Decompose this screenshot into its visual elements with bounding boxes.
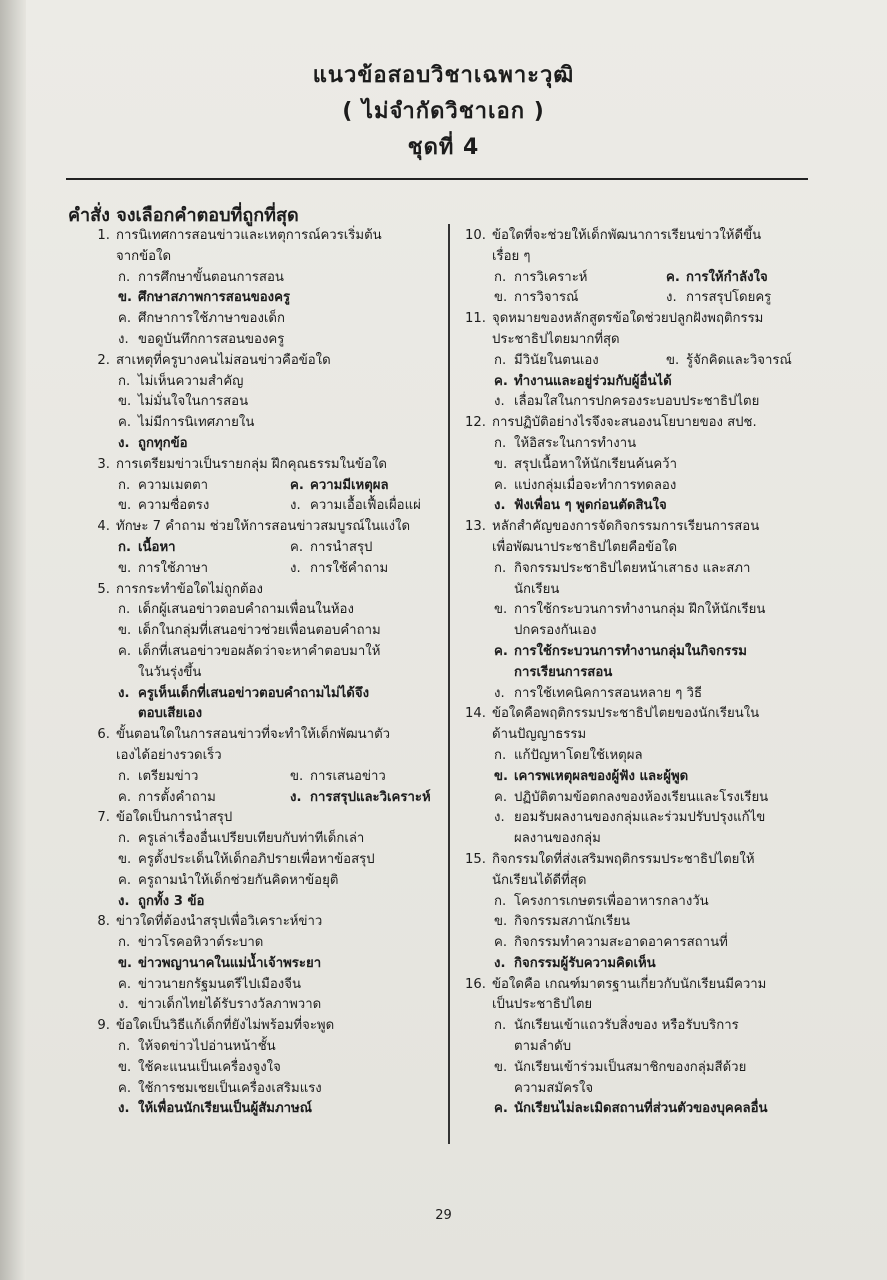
- option-letter: ก.: [494, 560, 507, 576]
- option: [458, 746, 813, 767]
- option: [458, 434, 813, 455]
- option-letter: ก.: [118, 373, 131, 389]
- option: [82, 871, 442, 892]
- question-number: 6.: [97, 727, 110, 743]
- binding-shadow: [0, 0, 26, 1280]
- question-number: 4.: [97, 519, 110, 535]
- option-text: ความมีเหตุผล: [310, 477, 389, 493]
- option: [458, 808, 813, 850]
- option-text: รู้จักคิดและวิจารณ์: [686, 352, 792, 368]
- option-text: การเรียนการสอน: [514, 664, 613, 680]
- option: [494, 351, 666, 372]
- option-text: การนำสรุป: [310, 539, 373, 555]
- question-block: [458, 309, 813, 413]
- question-stem: [82, 580, 442, 601]
- question-block: [82, 808, 442, 912]
- option-letter: ค.: [118, 643, 132, 659]
- question-number: 7.: [97, 810, 110, 826]
- option-text: ในวันรุ่งขึ้น: [138, 664, 202, 680]
- option-answer: [290, 788, 431, 809]
- question-block: [82, 226, 442, 351]
- question-text-line: ข้อใดคือพฤติกรรมประชาธิปไตยของนักเรียนใน: [492, 706, 760, 722]
- option: [666, 351, 792, 372]
- option-letter: ง.: [494, 685, 505, 701]
- option-letter: ก.: [118, 477, 131, 493]
- question-block: [82, 580, 442, 726]
- question-block: [82, 725, 442, 808]
- option-text: ตอบเสียเอง: [138, 706, 203, 722]
- option-letter: ค.: [290, 539, 304, 555]
- option-letter: ข.: [494, 1059, 508, 1075]
- option: [82, 1058, 442, 1079]
- question-block: [458, 226, 813, 309]
- question-number: 9.: [97, 1018, 110, 1034]
- option-row: [458, 288, 813, 309]
- option-text: ตามลำดับ: [514, 1039, 572, 1055]
- option: [82, 268, 442, 289]
- option-text: สรุปเนื้อหาให้นักเรียนค้นคว้า: [514, 456, 677, 472]
- question-block: [82, 351, 442, 455]
- option-letter: ข.: [290, 768, 304, 784]
- question-block: [458, 413, 813, 517]
- option: [82, 995, 442, 1016]
- option-text: แก้ปัญหาโดยใช้เหตุผล: [514, 747, 643, 763]
- option-row: [82, 496, 442, 517]
- option-text: นักเรียนเข้าแถวรับสิ่งของ หรือรับบริการ: [514, 1018, 739, 1034]
- question-text-line: เรื่อย ๆ: [492, 248, 531, 264]
- option-letter: ค.: [118, 789, 132, 805]
- option: [82, 392, 442, 413]
- option-answer: [458, 372, 813, 393]
- option-text: กิจกรรมประชาธิปไตยหน้าเสาธง และสภา: [514, 560, 751, 576]
- option-text: การวิเคราะห์: [514, 269, 588, 285]
- option-letter: ข.: [494, 290, 508, 306]
- option-letter: ข.: [118, 560, 132, 576]
- option: [458, 1058, 813, 1100]
- option-letter: ก.: [494, 747, 507, 763]
- option-letter: ข.: [118, 394, 132, 410]
- option-answer: [82, 954, 442, 975]
- option: [290, 538, 372, 559]
- option-answer: [458, 496, 813, 517]
- option: [458, 892, 813, 913]
- option: [82, 372, 442, 393]
- option-text: ข่าวโรคอหิวาต์ระบาด: [138, 935, 264, 951]
- option-letter: ก.: [118, 935, 131, 951]
- question-text-line: เป็นประชาธิปไตย: [492, 997, 593, 1013]
- option-row: [82, 788, 442, 809]
- option-text: ข่าวพญานาคในแม่น้ำเจ้าพระยา: [138, 955, 322, 971]
- option-letter: ค.: [118, 311, 132, 327]
- question-text-line: นักเรียนได้ดีที่สุด: [492, 872, 587, 888]
- question-text-line: ข้อใดที่จะช่วยให้เด็กพัฒนาการเรียนข่าวให้ดีขึ้น: [492, 228, 762, 243]
- option: [82, 413, 442, 434]
- question-number: 10.: [465, 228, 486, 243]
- option: [458, 933, 813, 954]
- option-text: นักเรียนไม่ละเมิดสถานที่ส่วนตัวของบุคคลอื่น: [514, 1101, 768, 1117]
- option-row: [82, 559, 442, 580]
- option: [458, 788, 813, 809]
- option-letter: ง.: [118, 435, 130, 451]
- option-text: กิจกรรมผู้รับความคิดเห็น: [514, 955, 656, 971]
- question-number: 3.: [97, 456, 110, 472]
- option-text: ยอมรับผลงานของกลุ่มและร่วมปรับปรุงแก้ไข: [514, 810, 766, 826]
- option-text: โครงการเกษตรเพื่ออาหารกลางวัน: [514, 893, 709, 909]
- option-text: การใช้กระบวนการทำงานกลุ่ม ฝึกให้นักเรียน: [514, 602, 766, 618]
- question-block: [82, 455, 442, 517]
- option-row: [82, 538, 442, 559]
- option-letter: ก.: [118, 831, 131, 847]
- option-text: แบ่งกลุ่มเมื่อจะทำการทดลอง: [514, 477, 677, 493]
- question-stem: [82, 455, 442, 476]
- option-text: การวิจารณ์: [514, 290, 579, 306]
- question-stem: [458, 850, 813, 892]
- question-stem: [458, 226, 813, 268]
- question-text-line: ขั้นตอนใดในการสอนข่าวที่จะทำให้เด็กพัฒนาตัว: [116, 727, 391, 743]
- option-letter: ง.: [290, 498, 301, 514]
- option-letter: ก.: [118, 768, 131, 784]
- option: [458, 392, 813, 413]
- option-text: นักเรียนเข้าร่วมเป็นสมาชิกของกลุ่มสีด้วย: [514, 1059, 747, 1075]
- question-number: 15.: [465, 851, 486, 867]
- option-text: ใช้การชมเชยเป็นเครื่องเสริมแรง: [138, 1080, 322, 1096]
- option-text: ผลงานของกลุ่ม: [514, 831, 601, 847]
- option-text: การเสนอข่าว: [310, 768, 386, 784]
- option-text: ขอดูบันทึกการสอนของครู: [138, 331, 285, 347]
- option: [290, 559, 388, 580]
- question-number: 14.: [465, 706, 486, 722]
- option-text: การใช้เทคนิคการสอนหลาย ๆ วิธี: [514, 685, 703, 701]
- option-letter: ง.: [290, 789, 302, 805]
- option-answer: [82, 684, 442, 726]
- option-letter: ง.: [666, 290, 677, 306]
- question-text-line: จากข้อใด: [116, 248, 172, 264]
- question-text-line: สาเหตุที่ครูบางคนไม่สอนข่าวคือข้อใด: [116, 352, 331, 368]
- option-letter: ก.: [494, 893, 507, 909]
- question-stem: [82, 517, 442, 538]
- option-text: ให้จดข่าวไปอ่านหน้าชั้น: [138, 1039, 276, 1055]
- option-letter: ง.: [494, 394, 505, 410]
- option: [82, 829, 442, 850]
- option-text: ให้อิสระในการทำงาน: [514, 435, 637, 451]
- question-text-line: การเตรียมข่าวเป็นรายกลุ่ม ฝึกคุณธรรมในข้อใด: [116, 456, 388, 472]
- option: [82, 850, 442, 871]
- option-letter: ง.: [494, 955, 506, 971]
- option-letter: ก.: [494, 269, 507, 285]
- option-text: การให้กำลังใจ: [686, 269, 768, 285]
- page-subtitle: ( ไม่จำกัดวิชาเอก ): [342, 99, 545, 124]
- option-letter: ง.: [290, 560, 301, 576]
- option-letter: ง.: [118, 997, 129, 1013]
- question-stem: [458, 413, 813, 434]
- option-row: [458, 351, 813, 372]
- option-answer: [82, 288, 442, 309]
- option-text: ครูเห็นเด็กที่เสนอข่าวตอบคำถามไม่ได้จึง: [138, 685, 370, 701]
- page-number: 29: [435, 1208, 452, 1223]
- question-text-line: ประชาธิปไตยมากที่สุด: [492, 331, 620, 347]
- option-text: นักเรียน: [514, 581, 560, 597]
- question-text-line: การกระทำข้อใดไม่ถูกต้อง: [116, 581, 263, 597]
- option: [118, 476, 290, 497]
- option: [290, 496, 421, 517]
- option-text: ไม่มั่นใจในการสอน: [138, 394, 249, 410]
- question-block: [458, 517, 813, 704]
- question-text-line: ข้อใดเป็นการนำสรุป: [116, 810, 233, 826]
- option-text: กิจกรรมสภานักเรียน: [514, 914, 631, 930]
- question-stem: [458, 975, 813, 1017]
- option-letter: ข.: [118, 1059, 132, 1075]
- question-text-line: เองได้อย่างรวดเร็ว: [116, 747, 222, 763]
- option: [82, 330, 442, 351]
- option-letter: ค.: [666, 269, 680, 285]
- question-number: 12.: [465, 415, 486, 431]
- option: [458, 600, 813, 642]
- option-text: การสรุปและวิเคราะห์: [310, 789, 431, 805]
- option-text: ฟังเพื่อน ๆ พูดก่อนตัดสินใจ: [514, 498, 667, 514]
- option-letter: ข.: [118, 851, 132, 867]
- question-text-line: ข้อใดคือ เกณฑ์มาตรฐานเกี่ยวกับนักเรียนมีความ: [492, 976, 767, 992]
- option-letter: ค.: [118, 1080, 132, 1096]
- question-stem: [458, 309, 813, 351]
- set-number: ชุดที่ 4: [407, 135, 480, 160]
- option-letter: ค.: [118, 872, 132, 888]
- option-letter: ข.: [666, 352, 680, 368]
- question-text-line: การนิเทศการสอนข่าวและเหตุการณ์ควรเริ่มต้น: [116, 228, 382, 243]
- option: [82, 309, 442, 330]
- left-column: [82, 226, 442, 1120]
- option-letter: ง.: [118, 331, 129, 347]
- question-stem: [82, 725, 442, 767]
- option-letter: ค.: [290, 477, 304, 493]
- option: [666, 288, 771, 309]
- option-text: ไม่เห็นความสำคัญ: [138, 373, 244, 389]
- question-stem: [82, 808, 442, 829]
- option-answer: [458, 767, 813, 788]
- option: [458, 912, 813, 933]
- option-text: ข่าวเด็กไทยได้รับรางวัลภาพวาด: [138, 997, 322, 1013]
- question-text-line: ข่าวใดที่ต้องนำสรุปเพื่อวิเคราะห์ข่าว: [116, 914, 323, 930]
- option-letter: ข.: [118, 955, 133, 971]
- option-text: ความซื่อตรง: [138, 498, 210, 514]
- question-stem: [82, 1016, 442, 1037]
- option-letter: ง.: [494, 498, 506, 514]
- option: [118, 767, 290, 788]
- option-letter: ก.: [494, 435, 507, 451]
- question-block: [458, 704, 813, 850]
- question-number: 16.: [465, 976, 486, 992]
- option: [458, 476, 813, 497]
- question-stem: [82, 351, 442, 372]
- page-header: [0, 58, 887, 166]
- option-letter: ข.: [494, 768, 509, 784]
- option: [458, 559, 813, 601]
- option-letter: ก.: [118, 1039, 131, 1055]
- column-divider: [448, 224, 450, 1144]
- question-block: [82, 517, 442, 579]
- question-text-line: ข้อใดเป็นวิธีแก้เด็กที่ยังไม่พร้อมที่จะพูด: [116, 1018, 335, 1034]
- option: [82, 642, 442, 684]
- question-stem: [82, 912, 442, 933]
- question-number: 1.: [97, 228, 110, 243]
- option: [82, 933, 442, 954]
- option-answer: [118, 538, 290, 559]
- option: [118, 788, 290, 809]
- option-letter: ค.: [494, 1101, 508, 1117]
- question-number: 11.: [465, 311, 486, 327]
- option-text: การสรุปโดยครู: [686, 290, 772, 306]
- question-number: 2.: [97, 352, 110, 368]
- option-text: ความเอื้อเฟื้อเผื่อแผ่: [310, 498, 421, 514]
- option-letter: ค.: [118, 976, 132, 992]
- option: [494, 288, 666, 309]
- option-letter: ง.: [118, 893, 130, 909]
- option-text: ครูตั้งประเด็นให้เด็กอภิปรายเพื่อหาข้อสรุป: [138, 851, 375, 867]
- option-text: การใช้ภาษา: [138, 560, 209, 576]
- option-letter: ค.: [494, 373, 508, 389]
- option-text: การใช้คำถาม: [310, 560, 389, 576]
- instruction: คำสั่ง จงเลือกคำตอบที่ถูกที่สุด: [68, 205, 299, 226]
- option-letter: ง.: [494, 810, 505, 826]
- option-text: การตั้งคำถาม: [138, 789, 216, 805]
- question-stem: [458, 704, 813, 746]
- option: [82, 1037, 442, 1058]
- option-text: ถูกทั้ง 3 ข้อ: [138, 893, 205, 909]
- question-text-line: จุดหมายของหลักสูตรข้อใดช่วยปลูกฝังพฤติกรรม: [492, 311, 764, 327]
- option: [118, 559, 290, 580]
- option-text: เตรียมข่าว: [138, 768, 199, 784]
- option: [458, 455, 813, 476]
- option: [494, 268, 666, 289]
- option-text: ให้เพื่อนนักเรียนเป็นผู้สัมภาษณ์: [138, 1101, 312, 1117]
- option-letter: ค.: [494, 477, 508, 493]
- right-column: [458, 226, 813, 1120]
- question-number: 5.: [97, 581, 110, 597]
- question-text-line: หลักสำคัญของการจัดกิจกรรมการเรียนการสอน: [492, 519, 760, 535]
- option: [290, 767, 386, 788]
- option-letter: ก.: [118, 602, 131, 618]
- option-letter: ง.: [118, 685, 130, 701]
- option-text: เด็กในกลุ่มที่เสนอข่าวช่วยเพื่อนตอบคำถาม: [138, 623, 381, 639]
- question-number: 8.: [97, 914, 110, 930]
- option-text: เลื่อมใสในการปกครองระบอบประชาธิปไตย: [514, 394, 760, 410]
- option-letter: ค.: [494, 935, 508, 951]
- option: [82, 975, 442, 996]
- option: [82, 600, 442, 621]
- option-text: เด็กที่เสนอข่าวขอผลัดว่าจะหาคำตอบมาให้: [138, 643, 381, 659]
- option-text: ไม่มีการนิเทศภายใน: [138, 415, 255, 431]
- option-letter: ข.: [494, 914, 508, 930]
- option-text: ทำงานและอยู่ร่วมกับผู้อื่นได้: [514, 373, 672, 389]
- question-text-line: เพื่อพัฒนาประชาธิปไตยคือข้อใด: [492, 539, 678, 555]
- option-letter: ค.: [494, 789, 508, 805]
- option-letter: ข.: [494, 602, 508, 618]
- question-text-line: กิจกรรมใดที่ส่งเสริมพฤติกรรมประชาธิปไตยให้: [492, 851, 755, 867]
- option: [82, 1079, 442, 1100]
- option-row: [458, 268, 813, 289]
- question-text-line: ด้านปัญญาธรรม: [492, 727, 587, 743]
- question-text-line: ทักษะ 7 คำถาม ช่วยให้การสอนข่าวสมบูรณ์ในแง่ใด: [116, 519, 411, 535]
- option-answer: [458, 642, 813, 684]
- header-divider: [66, 178, 808, 180]
- option-text: กิจกรรมทำความสะอาดอาคารสถานที่: [514, 935, 728, 951]
- option-letter: ค.: [118, 415, 132, 431]
- option-text: ครูเล่าเรื่องอื่นเปรียบเทียบกับท่าทีเด็กเล่า: [138, 831, 365, 847]
- option-answer: [290, 476, 389, 497]
- option-letter: ก.: [118, 539, 131, 555]
- question-text-line: การปฏิบัติอย่างไรจึงจะสนองนโยบายของ สปช.: [492, 415, 757, 431]
- option: [118, 496, 290, 517]
- option-text: มีวินัยในตนเอง: [514, 352, 599, 368]
- option-text: ถูกทุกข้อ: [138, 435, 188, 451]
- option-letter: ค.: [494, 643, 508, 659]
- question-stem: [82, 226, 442, 268]
- question-number: 13.: [465, 519, 486, 535]
- option-text: ปกครองกันเอง: [514, 623, 597, 639]
- option-letter: ข.: [118, 290, 133, 306]
- option-letter: ก.: [494, 352, 507, 368]
- page-title: แนวข้อสอบวิชาเฉพาะวุฒิ: [312, 63, 575, 88]
- option-answer: [82, 892, 442, 913]
- option-text: ข่าวนายกรัฐมนตรีไปเมืองจีน: [138, 976, 301, 992]
- option: [458, 1016, 813, 1058]
- option-text: ใช้คะแนนเป็นเครื่องจูงใจ: [138, 1059, 281, 1075]
- option-text: ศึกษาสภาพการสอนของครู: [138, 290, 291, 306]
- option: [82, 621, 442, 642]
- option-text: การใช้กระบวนการทำงานกลุ่มในกิจกรรม: [514, 643, 748, 659]
- option-text: ความสมัครใจ: [514, 1080, 594, 1096]
- option-text: ครูถามนำให้เด็กช่วยกันคิดหาข้อยุติ: [138, 872, 339, 888]
- question-block: [82, 1016, 442, 1120]
- option-text: ความเมตตา: [138, 477, 209, 493]
- question-block: [82, 912, 442, 1016]
- option-answer: [82, 1099, 442, 1120]
- option-letter: ง.: [118, 1101, 130, 1117]
- option-text: ศึกษาการใช้ภาษาของเด็ก: [138, 311, 285, 327]
- question-stem: [458, 517, 813, 559]
- option-row: [82, 767, 442, 788]
- option-text: การศึกษาขั้นตอนการสอน: [138, 269, 284, 285]
- option-letter: ก.: [118, 269, 131, 285]
- option-answer: [82, 434, 442, 455]
- option-row: [82, 476, 442, 497]
- option-answer: [666, 268, 768, 289]
- option-text: เคารพเหตุผลของผู้ฟัง และผู้พูด: [514, 768, 689, 784]
- option-text: ปฏิบัติตามข้อตกลงของห้องเรียนและโรงเรียน: [514, 789, 769, 805]
- option-answer: [458, 1099, 813, 1120]
- option-letter: ข.: [494, 456, 508, 472]
- question-block: [458, 850, 813, 975]
- option-text: เนื้อหา: [138, 539, 176, 555]
- question-block: [458, 975, 813, 1121]
- option-answer: [458, 954, 813, 975]
- option: [458, 684, 813, 705]
- option-letter: ข.: [118, 623, 132, 639]
- option-letter: ข.: [118, 498, 132, 514]
- option-letter: ก.: [494, 1018, 507, 1034]
- option-text: เด็กผู้เสนอข่าวตอบคำถามเพื่อนในห้อง: [138, 602, 354, 618]
